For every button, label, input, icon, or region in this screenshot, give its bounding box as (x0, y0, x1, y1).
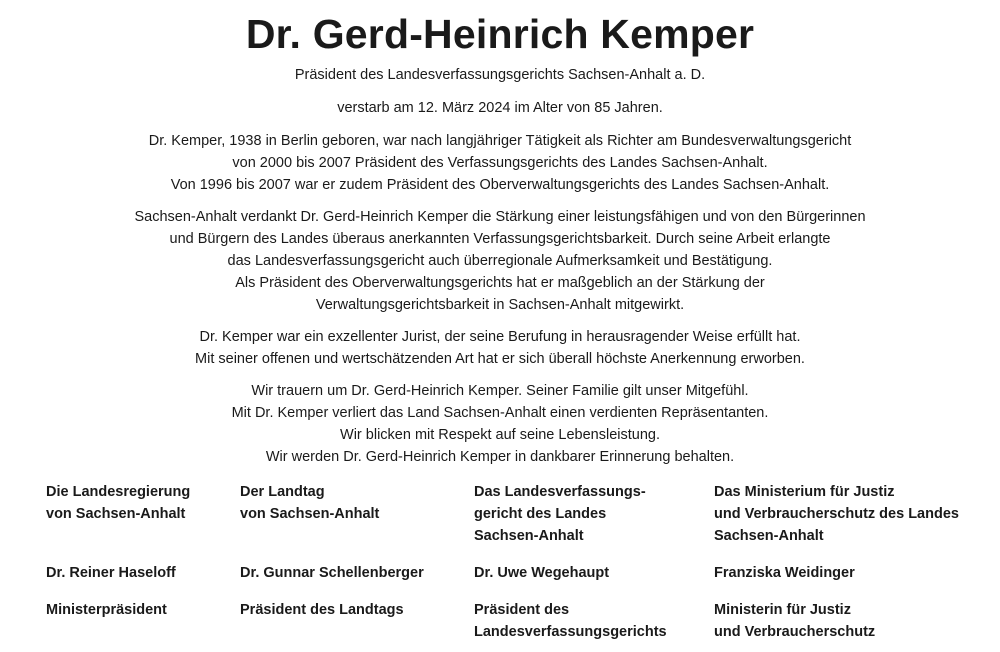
signer-justice-ministry (714, 481, 959, 640)
signer-name: Dr. Uwe Wegehaupt (474, 565, 610, 581)
signer-organization: Sachsen-Anhalt (714, 528, 824, 544)
signer-name: Dr. Reiner Haseloff (46, 565, 176, 581)
signer-role (474, 599, 667, 643)
paragraph-mourning (0, 380, 1000, 468)
deceased-name: Dr. Gerd-Heinrich Kemper (245, 11, 755, 57)
signer-organization: von Sachsen-Anhalt (240, 506, 380, 522)
signer-constitutional-court (474, 481, 667, 640)
signer-role-line: Landesverfassungsgerichts (474, 624, 667, 640)
text-line: Wir blicken mit Respekt auf seine Lebensleistung. (340, 427, 660, 443)
signer-organization: gericht des Landes (474, 506, 607, 522)
signer-organization: Das Landesverfassungs- (474, 484, 646, 500)
signer-organization: Der Landtag (240, 484, 325, 500)
paragraph-character (0, 326, 1000, 370)
signer-role (714, 599, 875, 643)
signer-state-government (46, 481, 191, 618)
signer-name: Franziska Weidinger (714, 565, 855, 581)
signer-organization: Sachsen-Anhalt (474, 528, 584, 544)
text-line: Mit seiner offenen und wertschätzenden Art hat er sich überall höchste Anerkennung erworben. (195, 351, 805, 367)
text-line: Verwaltungsgerichtsbarkeit in Sachsen-Anhalt mitgewirkt. (315, 297, 685, 313)
former-title: Präsident des Landesverfassungsgerichts Sachsen-Anhalt a. D. (294, 67, 706, 83)
signer-role: Präsident des Landtags (240, 602, 404, 618)
signer-role-line: und Verbraucherschutz (714, 624, 876, 640)
signer-organization: und Verbraucherschutz des Landes (714, 506, 959, 522)
signer-organization: Die Landesregierung (46, 484, 191, 500)
text-line: Dr. Kemper war ein exzellenter Jurist, der seine Berufung in herausragender Weise erfüllt hat. (199, 329, 801, 345)
paragraph-career (0, 130, 1000, 196)
signer-role-line: Präsident des (474, 602, 570, 618)
signer-role-line: Ministerin für Justiz (714, 602, 851, 618)
signer-organization: von Sachsen-Anhalt (46, 506, 186, 522)
signer-name: Dr. Gunnar Schellenberger (240, 565, 424, 581)
text-line: das Landesverfassungsgericht auch überregionale Aufmerksamkeit und Bestätigung. (227, 253, 773, 269)
text-line: Als Präsident des Oberverwaltungsgerichts hat er maßgeblich an der Stärkung der (235, 275, 765, 291)
death-statement: verstarb am 12. März 2024 im Alter von 85 Jahren. (337, 100, 663, 116)
text-line: Dr. Kemper, 1938 in Berlin geboren, war nach langjähriger Tätigkeit als Richter am Bundesverwaltungsgericht (148, 133, 852, 149)
text-line: von 2000 bis 2007 Präsident des Verfassungsgerichts des Landes Sachsen-Anhalt. (232, 155, 768, 171)
text-line: Mit Dr. Kemper verliert das Land Sachsen-Anhalt einen verdienten Repräsentanten. (231, 405, 769, 421)
paragraph-merits (0, 206, 1000, 316)
text-line: Sachsen-Anhalt verdankt Dr. Gerd-Heinrich Kemper die Stärkung einer leistungsfähigen und von den Bürgerinnen (134, 209, 866, 225)
signer-organization: Das Ministerium für Justiz (714, 484, 895, 500)
text-line: Von 1996 bis 2007 war er zudem Präsident des Oberverwaltungsgerichts des Landes Sachsen-Anhalt. (170, 177, 830, 193)
text-line: und Bürgern des Landes überaus anerkannten Verfassungsgerichtsbarkeit. Durch seine Arbeit erlangte (169, 231, 831, 247)
text-line: Wir werden Dr. Gerd-Heinrich Kemper in dankbarer Erinnerung behalten. (265, 449, 735, 465)
signer-landtag (240, 481, 424, 618)
signer-role: Ministerpräsident (46, 602, 167, 618)
text-line: Wir trauern um Dr. Gerd-Heinrich Kemper. Seiner Familie gilt unser Mitgefühl. (251, 383, 749, 399)
